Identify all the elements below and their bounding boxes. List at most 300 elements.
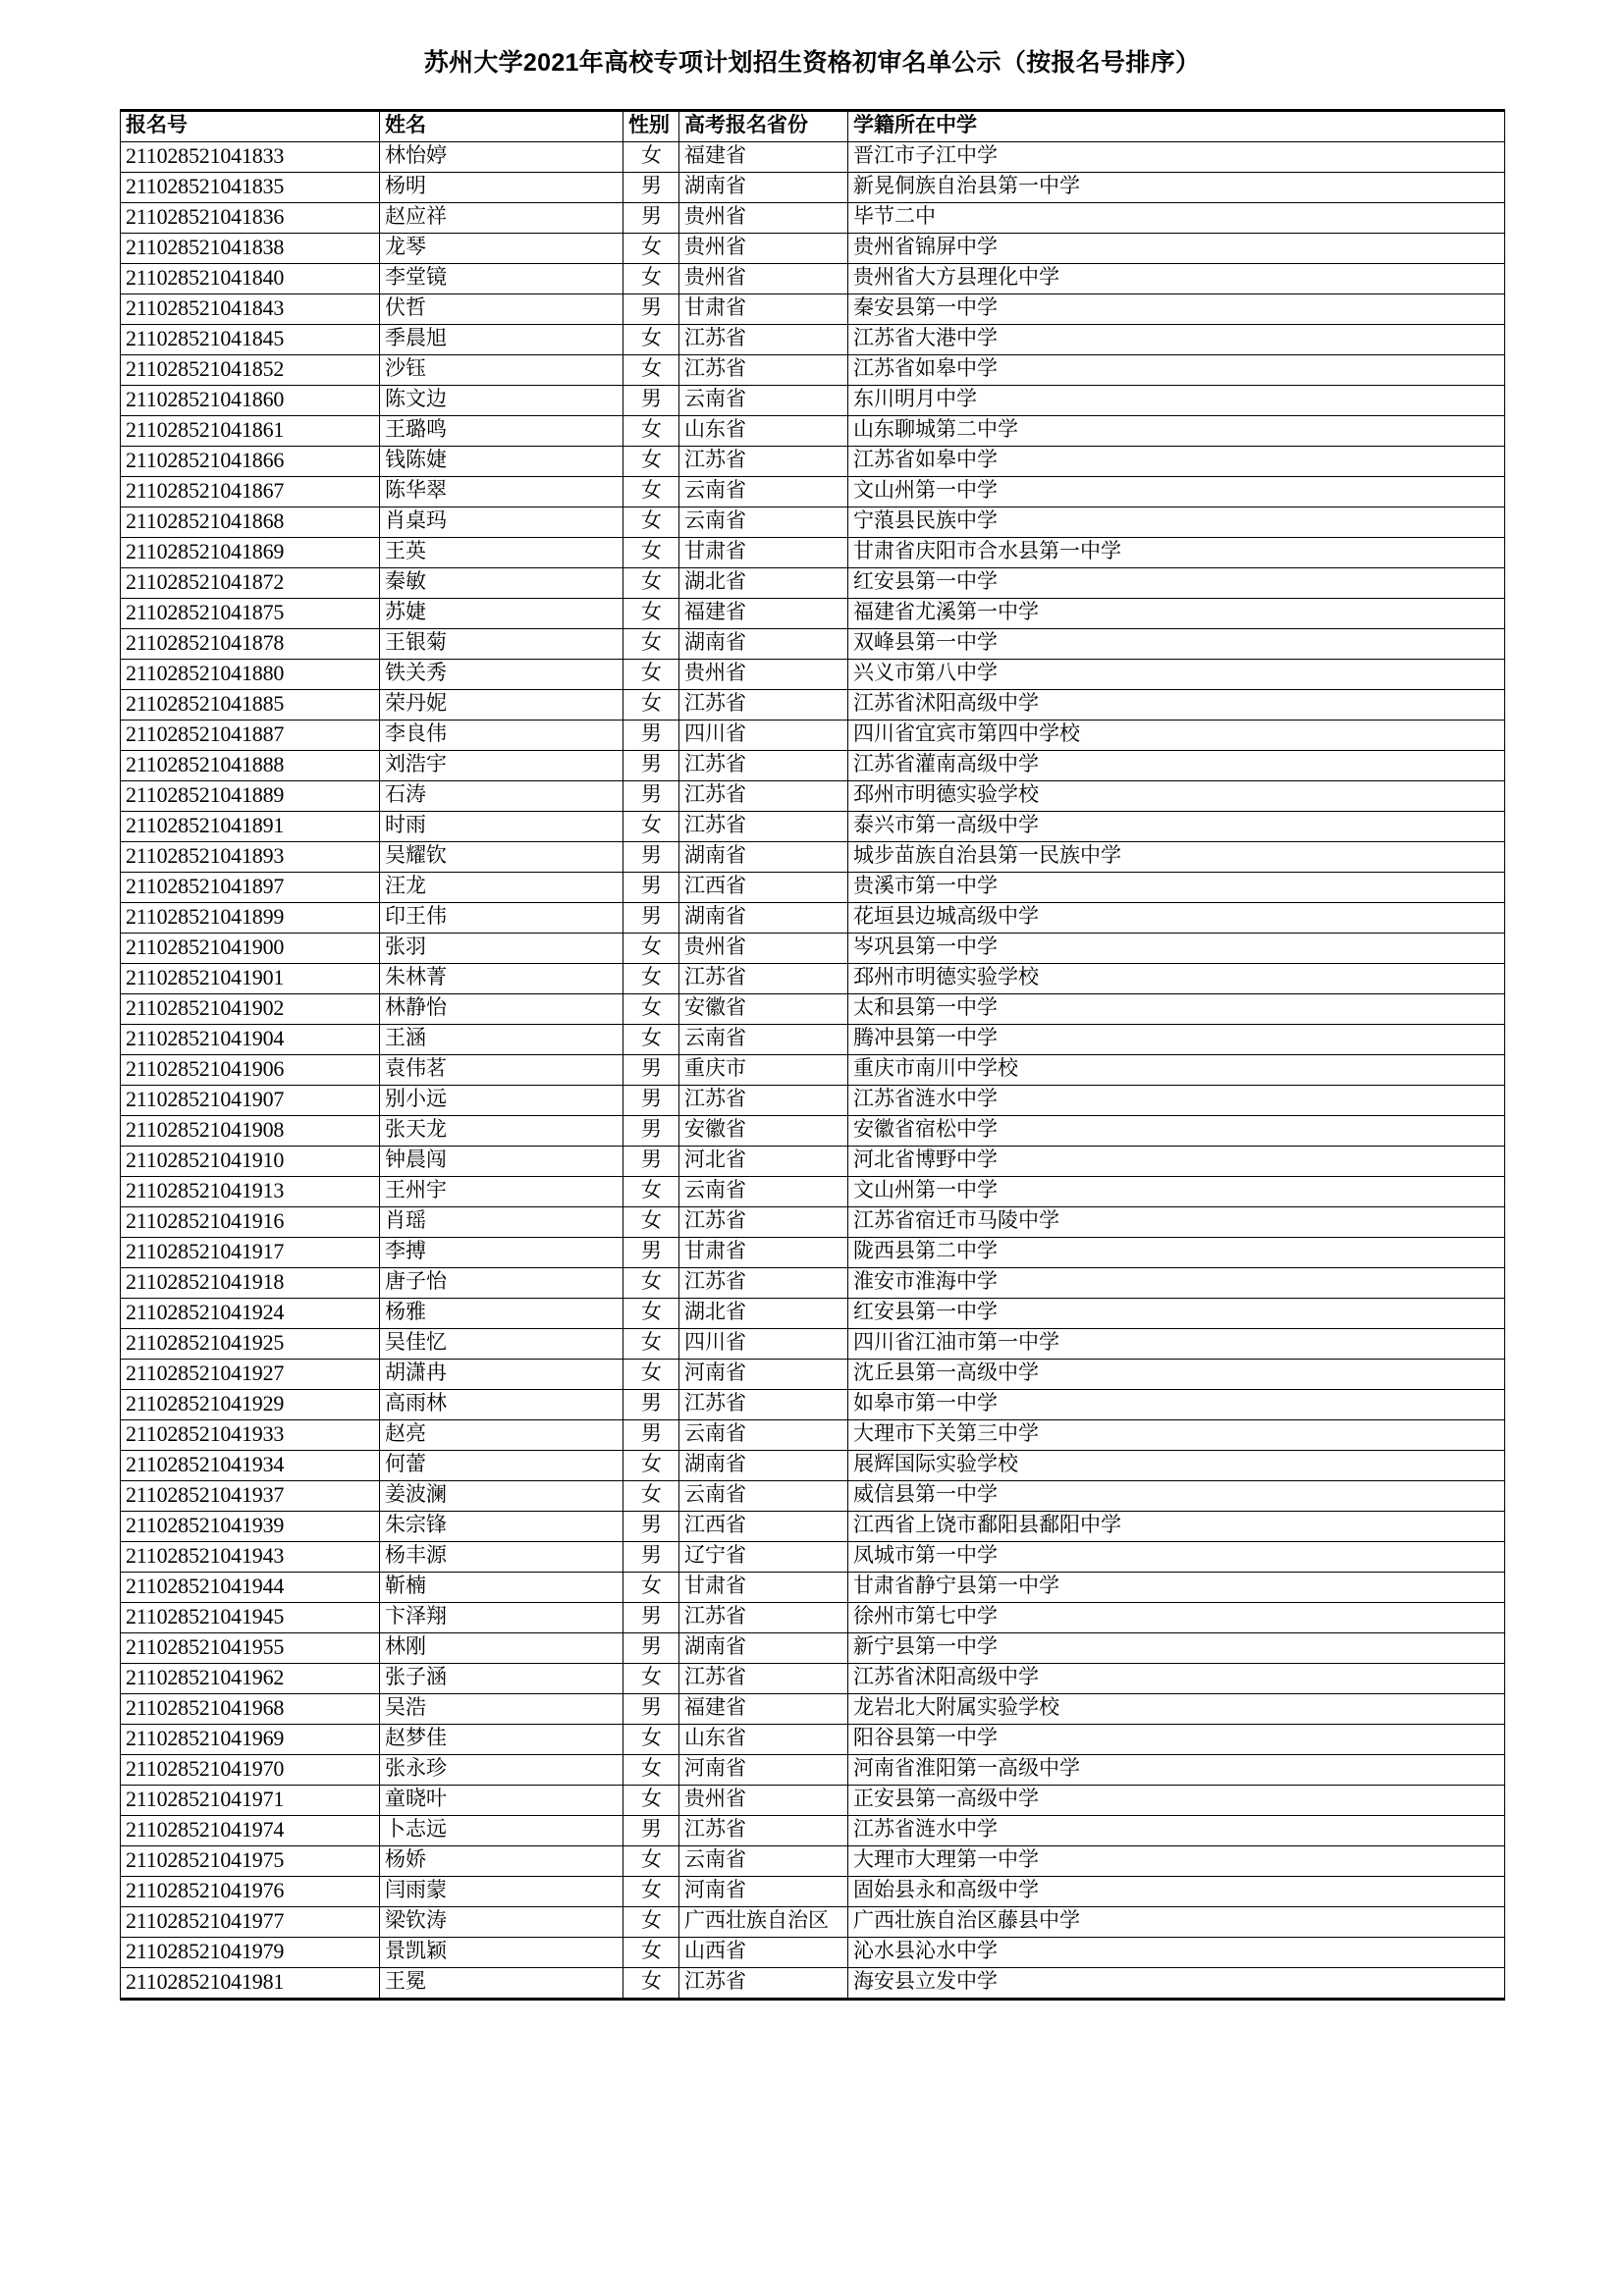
table-row [121,629,1505,660]
cell-registration-number: 211028521041927 [121,1360,380,1390]
cell-province: 湖南省 [679,1451,848,1481]
cell-name: 杨丰源 [380,1542,623,1573]
cell-province: 云南省 [679,1025,848,1055]
cell-province: 广西壮族自治区 [679,1907,848,1938]
table-row [121,660,1505,690]
cell-gender: 男 [623,721,679,751]
cell-gender: 女 [623,1755,679,1786]
cell-school: 展辉国际实验学校 [848,1451,1505,1481]
cell-registration-number: 211028521041906 [121,1055,380,1086]
cell-name: 林怡婷 [380,142,623,173]
cell-registration-number: 211028521041976 [121,1877,380,1907]
table-row [121,1816,1505,1846]
cell-province: 江苏省 [679,1390,848,1420]
cell-name: 肖瑶 [380,1207,623,1238]
cell-school: 龙岩北大附属实验学校 [848,1694,1505,1725]
cell-school: 城步苗族自治县第一民族中学 [848,842,1505,873]
cell-name: 杨娇 [380,1846,623,1877]
cell-registration-number: 211028521041899 [121,903,380,934]
cell-name: 张子涵 [380,1664,623,1694]
cell-gender: 女 [623,812,679,842]
cell-name: 龙琴 [380,234,623,264]
cell-school: 沈丘县第一高级中学 [848,1360,1505,1390]
cell-name: 汪龙 [380,873,623,903]
cell-school: 贵州省锦屏中学 [848,234,1505,264]
cell-school: 大理市大理第一中学 [848,1846,1505,1877]
cell-school: 甘肃省庆阳市合水县第一中学 [848,538,1505,568]
cell-province: 重庆市 [679,1055,848,1086]
cell-school: 新宁县第一中学 [848,1633,1505,1664]
cell-registration-number: 211028521041925 [121,1329,380,1360]
cell-name: 林刚 [380,1633,623,1664]
cell-province: 江苏省 [679,1207,848,1238]
roster-table [120,109,1505,2001]
cell-gender: 女 [623,1846,679,1877]
cell-name: 唐子怡 [380,1268,623,1299]
cell-registration-number: 211028521041934 [121,1451,380,1481]
cell-province: 江苏省 [679,355,848,386]
cell-registration-number: 211028521041907 [121,1086,380,1116]
cell-registration-number: 211028521041860 [121,386,380,416]
table-row [121,1633,1505,1664]
cell-school: 贵州省大方县理化中学 [848,264,1505,294]
cell-name: 靳楠 [380,1573,623,1603]
cell-name: 王银菊 [380,629,623,660]
cell-registration-number: 211028521041900 [121,934,380,964]
table-row [121,325,1505,355]
cell-province: 云南省 [679,1481,848,1512]
cell-name: 肖桌玛 [380,507,623,538]
table-row [121,1938,1505,1968]
cell-province: 贵州省 [679,203,848,234]
cell-school: 文山州第一中学 [848,477,1505,507]
cell-school: 海安县立发中学 [848,1968,1505,2000]
cell-school: 四川省宜宾市第四中学校 [848,721,1505,751]
cell-registration-number: 211028521041887 [121,721,380,751]
table-row [121,690,1505,721]
cell-school: 江西省上饶市鄱阳县鄱阳中学 [848,1512,1505,1542]
table-row [121,1207,1505,1238]
cell-province: 江苏省 [679,1816,848,1846]
table-row [121,1481,1505,1512]
cell-province: 江苏省 [679,751,848,781]
cell-school: 如皋市第一中学 [848,1390,1505,1420]
cell-school: 文山州第一中学 [848,1177,1505,1207]
cell-province: 甘肃省 [679,538,848,568]
cell-name: 陈华翠 [380,477,623,507]
column-header-registration-number: 报名号 [121,111,380,142]
cell-province: 江西省 [679,1512,848,1542]
cell-gender: 男 [623,1694,679,1725]
cell-name: 别小远 [380,1086,623,1116]
cell-school: 晋江市子江中学 [848,142,1505,173]
table-row [121,873,1505,903]
cell-province: 山东省 [679,1725,848,1755]
cell-school: 江苏省涟水中学 [848,1816,1505,1846]
cell-province: 河北省 [679,1147,848,1177]
table-row [121,447,1505,477]
cell-registration-number: 211028521041891 [121,812,380,842]
cell-gender: 女 [623,994,679,1025]
column-header-province: 高考报名省份 [679,111,848,142]
cell-gender: 男 [623,294,679,325]
cell-school: 兴义市第八中学 [848,660,1505,690]
cell-gender: 男 [623,1420,679,1451]
cell-province: 四川省 [679,1329,848,1360]
cell-province: 河南省 [679,1360,848,1390]
table-row [121,1694,1505,1725]
cell-province: 云南省 [679,1177,848,1207]
cell-name: 张羽 [380,934,623,964]
cell-registration-number: 211028521041880 [121,660,380,690]
cell-registration-number: 211028521041872 [121,568,380,599]
cell-gender: 女 [623,1664,679,1694]
cell-gender: 男 [623,1055,679,1086]
cell-province: 贵州省 [679,934,848,964]
cell-gender: 女 [623,1177,679,1207]
cell-gender: 女 [623,355,679,386]
table-row [121,781,1505,812]
cell-registration-number: 211028521041904 [121,1025,380,1055]
cell-province: 山东省 [679,416,848,447]
cell-province: 福建省 [679,142,848,173]
cell-name: 秦敏 [380,568,623,599]
column-header-school: 学籍所在中学 [848,111,1505,142]
cell-registration-number: 211028521041867 [121,477,380,507]
table-row [121,355,1505,386]
cell-name: 梁钦涛 [380,1907,623,1938]
cell-name: 吴佳忆 [380,1329,623,1360]
cell-registration-number: 211028521041974 [121,1816,380,1846]
cell-province: 江苏省 [679,1664,848,1694]
cell-school: 红安县第一中学 [848,1299,1505,1329]
cell-province: 云南省 [679,1846,848,1877]
cell-registration-number: 211028521041845 [121,325,380,355]
table-row [121,751,1505,781]
cell-school: 新晃侗族自治县第一中学 [848,173,1505,203]
table-row [121,1603,1505,1633]
cell-name: 李搏 [380,1238,623,1268]
table-row [121,1725,1505,1755]
cell-name: 王冕 [380,1968,623,2000]
cell-school: 甘肃省静宁县第一中学 [848,1573,1505,1603]
cell-gender: 女 [623,1207,679,1238]
table-row [121,1025,1505,1055]
cell-registration-number: 211028521041885 [121,690,380,721]
table-row [121,203,1505,234]
cell-gender: 男 [623,1116,679,1147]
cell-registration-number: 211028521041838 [121,234,380,264]
cell-registration-number: 211028521041943 [121,1542,380,1573]
cell-province: 湖北省 [679,1299,848,1329]
cell-gender: 女 [623,538,679,568]
cell-name: 沙钰 [380,355,623,386]
cell-school: 江苏省大港中学 [848,325,1505,355]
cell-school: 江苏省沭阳高级中学 [848,690,1505,721]
cell-gender: 女 [623,416,679,447]
cell-name: 高雨林 [380,1390,623,1420]
cell-school: 河北省博野中学 [848,1147,1505,1177]
cell-registration-number: 211028521041924 [121,1299,380,1329]
cell-gender: 女 [623,690,679,721]
table-row [121,1055,1505,1086]
column-header-gender: 性别 [623,111,679,142]
cell-gender: 男 [623,751,679,781]
cell-gender: 女 [623,1025,679,1055]
cell-registration-number: 211028521041878 [121,629,380,660]
cell-name: 杨雅 [380,1299,623,1329]
cell-school: 凤城市第一中学 [848,1542,1505,1573]
cell-gender: 男 [623,1542,679,1573]
cell-province: 福建省 [679,599,848,629]
table-row [121,538,1505,568]
cell-province: 甘肃省 [679,294,848,325]
cell-province: 江苏省 [679,1603,848,1633]
cell-province: 江苏省 [679,812,848,842]
cell-registration-number: 211028521041908 [121,1116,380,1147]
cell-gender: 女 [623,629,679,660]
cell-province: 湖南省 [679,173,848,203]
table-row [121,1390,1505,1420]
table-row [121,721,1505,751]
cell-name: 何蕾 [380,1451,623,1481]
cell-registration-number: 211028521041916 [121,1207,380,1238]
cell-registration-number: 211028521041970 [121,1755,380,1786]
cell-registration-number: 211028521041913 [121,1177,380,1207]
table-header [121,111,1505,142]
table-row [121,934,1505,964]
cell-school: 秦安县第一中学 [848,294,1505,325]
cell-province: 山西省 [679,1938,848,1968]
cell-province: 江苏省 [679,447,848,477]
cell-name: 王涵 [380,1025,623,1055]
cell-registration-number: 211028521041955 [121,1633,380,1664]
cell-school: 江苏省涟水中学 [848,1086,1505,1116]
cell-school: 岑巩县第一中学 [848,934,1505,964]
cell-gender: 女 [623,325,679,355]
cell-name: 卜志远 [380,1816,623,1846]
cell-school: 红安县第一中学 [848,568,1505,599]
table-row [121,1846,1505,1877]
cell-registration-number: 211028521041902 [121,994,380,1025]
cell-name: 张永珍 [380,1755,623,1786]
cell-province: 云南省 [679,477,848,507]
table-row [121,1268,1505,1299]
cell-name: 吴耀钦 [380,842,623,873]
cell-gender: 男 [623,903,679,934]
cell-registration-number: 211028521041979 [121,1938,380,1968]
cell-name: 赵应祥 [380,203,623,234]
cell-gender: 男 [623,842,679,873]
cell-province: 湖南省 [679,1633,848,1664]
cell-province: 安徽省 [679,1116,848,1147]
cell-gender: 女 [623,964,679,994]
page-title: 苏州大学2021年高校专项计划招生资格初审名单公示（按报名号排序） [423,49,1201,77]
cell-gender: 女 [623,568,679,599]
cell-name: 钱陈婕 [380,447,623,477]
cell-gender: 女 [623,1907,679,1938]
cell-school: 四川省江油市第一中学 [848,1329,1505,1360]
cell-name: 王璐鸣 [380,416,623,447]
cell-name: 朱林菁 [380,964,623,994]
cell-registration-number: 211028521041852 [121,355,380,386]
cell-gender: 女 [623,1360,679,1390]
cell-gender: 女 [623,507,679,538]
cell-school: 淮安市淮海中学 [848,1268,1505,1299]
cell-province: 湖南省 [679,842,848,873]
table-row [121,1360,1505,1390]
cell-school: 江苏省宿迁市马陵中学 [848,1207,1505,1238]
cell-registration-number: 211028521041929 [121,1390,380,1420]
table-row [121,1512,1505,1542]
cell-registration-number: 211028521041917 [121,1238,380,1268]
table-row [121,1147,1505,1177]
table-row [121,1116,1505,1147]
cell-name: 林静怡 [380,994,623,1025]
cell-name: 景凯颖 [380,1938,623,1968]
cell-gender: 男 [623,1238,679,1268]
cell-school: 固始县永和高级中学 [848,1877,1505,1907]
cell-gender: 女 [623,660,679,690]
cell-gender: 女 [623,234,679,264]
cell-school: 陇西县第二中学 [848,1238,1505,1268]
cell-name: 王州宇 [380,1177,623,1207]
cell-province: 贵州省 [679,264,848,294]
cell-province: 福建省 [679,1694,848,1725]
table-row [121,1086,1505,1116]
table-row [121,173,1505,203]
table-row [121,234,1505,264]
cell-name: 胡潇冉 [380,1360,623,1390]
cell-name: 季晨旭 [380,325,623,355]
cell-name: 闫雨蒙 [380,1877,623,1907]
table-row [121,386,1505,416]
cell-name: 吴浩 [380,1694,623,1725]
cell-province: 湖南省 [679,903,848,934]
cell-province: 江苏省 [679,325,848,355]
table-row [121,142,1505,173]
table-row [121,1968,1505,2000]
cell-name: 印王伟 [380,903,623,934]
cell-gender: 男 [623,203,679,234]
cell-registration-number: 211028521041969 [121,1725,380,1755]
cell-school: 重庆市南川中学校 [848,1055,1505,1086]
cell-school: 宁蒗县民族中学 [848,507,1505,538]
cell-province: 江西省 [679,873,848,903]
cell-province: 湖北省 [679,568,848,599]
cell-gender: 男 [623,1512,679,1542]
cell-registration-number: 211028521041939 [121,1512,380,1542]
cell-school: 双峰县第一中学 [848,629,1505,660]
table-row [121,568,1505,599]
cell-gender: 女 [623,447,679,477]
cell-province: 江苏省 [679,1268,848,1299]
table-row [121,964,1505,994]
table-row [121,1542,1505,1573]
cell-gender: 女 [623,1299,679,1329]
cell-registration-number: 211028521041945 [121,1603,380,1633]
table-row [121,264,1505,294]
cell-province: 甘肃省 [679,1573,848,1603]
table-row [121,507,1505,538]
table-row [121,477,1505,507]
cell-gender: 男 [623,781,679,812]
cell-gender: 女 [623,1725,679,1755]
cell-gender: 女 [623,1329,679,1360]
cell-name: 张天龙 [380,1116,623,1147]
cell-registration-number: 211028521041897 [121,873,380,903]
cell-gender: 男 [623,1816,679,1846]
cell-registration-number: 211028521041836 [121,203,380,234]
cell-registration-number: 211028521041875 [121,599,380,629]
cell-name: 铁关秀 [380,660,623,690]
cell-school: 河南省淮阳第一高级中学 [848,1755,1505,1786]
cell-gender: 女 [623,1481,679,1512]
cell-gender: 男 [623,873,679,903]
table-row [121,1664,1505,1694]
cell-registration-number: 211028521041977 [121,1907,380,1938]
cell-school: 江苏省如皋中学 [848,355,1505,386]
cell-gender: 女 [623,1968,679,2000]
cell-name: 姜波澜 [380,1481,623,1512]
cell-province: 江苏省 [679,1968,848,2000]
cell-school: 太和县第一中学 [848,994,1505,1025]
cell-school: 江苏省灌南高级中学 [848,751,1505,781]
table-row [121,1755,1505,1786]
cell-registration-number: 211028521041835 [121,173,380,203]
cell-school: 徐州市第七中学 [848,1603,1505,1633]
cell-province: 云南省 [679,1420,848,1451]
cell-registration-number: 211028521041975 [121,1846,380,1877]
table-row [121,1177,1505,1207]
cell-gender: 女 [623,1451,679,1481]
cell-gender: 男 [623,1086,679,1116]
cell-province: 云南省 [679,386,848,416]
cell-province: 江苏省 [679,964,848,994]
cell-registration-number: 211028521041968 [121,1694,380,1725]
cell-registration-number: 211028521041962 [121,1664,380,1694]
cell-school: 东川明月中学 [848,386,1505,416]
cell-name: 王英 [380,538,623,568]
cell-province: 河南省 [679,1877,848,1907]
table-row [121,1786,1505,1816]
table-row [121,416,1505,447]
cell-province: 江苏省 [679,781,848,812]
cell-gender: 女 [623,1877,679,1907]
cell-school: 山东聊城第二中学 [848,416,1505,447]
cell-name: 刘浩宇 [380,751,623,781]
cell-name: 苏婕 [380,599,623,629]
cell-province: 四川省 [679,721,848,751]
cell-province: 贵州省 [679,234,848,264]
cell-gender: 女 [623,599,679,629]
cell-gender: 男 [623,386,679,416]
cell-registration-number: 211028521041944 [121,1573,380,1603]
cell-registration-number: 211028521041889 [121,781,380,812]
cell-registration-number: 211028521041910 [121,1147,380,1177]
cell-province: 辽宁省 [679,1542,848,1573]
cell-gender: 女 [623,1786,679,1816]
cell-gender: 女 [623,477,679,507]
table-row [121,599,1505,629]
cell-province: 河南省 [679,1755,848,1786]
cell-gender: 女 [623,1573,679,1603]
cell-registration-number: 211028521041981 [121,1968,380,2000]
cell-gender: 女 [623,142,679,173]
cell-school: 正安县第一高级中学 [848,1786,1505,1816]
cell-province: 江苏省 [679,1086,848,1116]
table-row [121,1329,1505,1360]
